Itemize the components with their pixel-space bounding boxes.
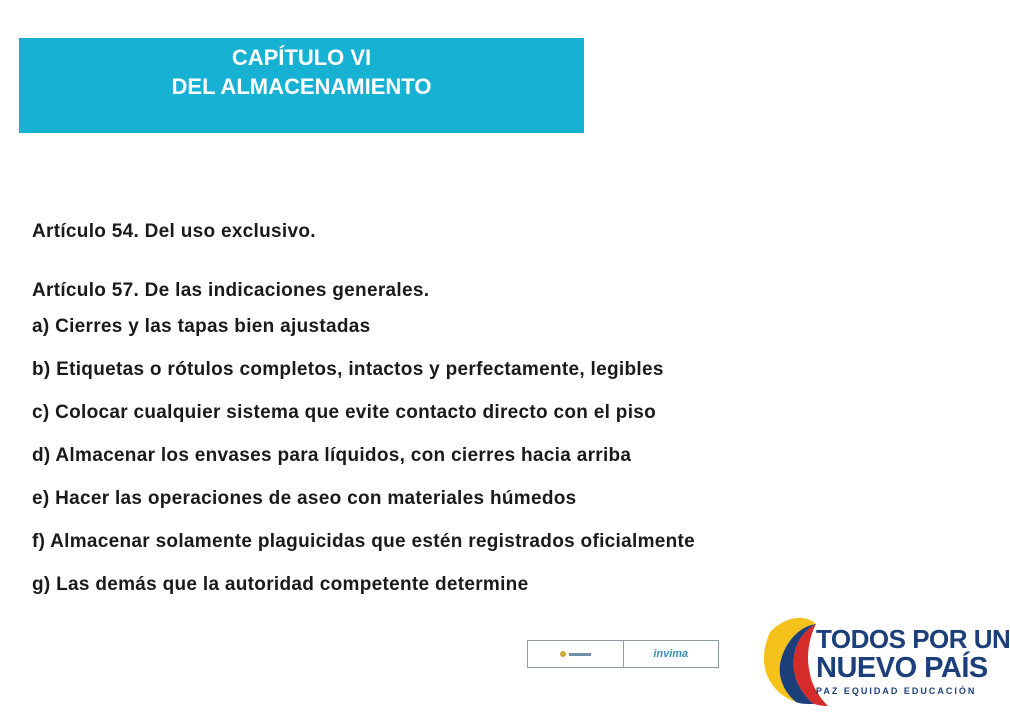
partner-logos-strip [527,640,719,668]
invima-logo [623,641,719,667]
list-item-e: e) Hacer las operaciones de aseo con materiales húmedos [32,488,577,509]
list-item-a: a) Cierres y las tapas bien ajustadas [32,316,371,337]
minsalud-logo [528,641,623,667]
article-54-heading: Artículo 54. Del uso exclusivo. [32,221,316,242]
invima-logo-text: invima [653,648,689,660]
list-item-d: d) Almacenar los envases para líquidos, con cierres hacia arriba [32,445,632,466]
list-item-g: g) Las demás que la autoridad competente determine [32,574,529,595]
chapter-banner [19,38,584,133]
gov-slogan-line1: TODOS POR UN [816,624,1010,654]
chapter-number: CAPÍTULO VI [231,45,372,70]
gov-slogan-line2: NUEVO PAÍS [816,652,988,684]
list-item-b: b) Etiquetas o rótulos completos, intactos y perfectamente, legibles [32,359,664,380]
list-item-f: f) Almacenar solamente plaguicidas que estén registrados oficialmente [32,531,696,552]
minsalud-seal-icon [560,651,591,657]
list-item-c: c) Colocar cualquier sistema que evite contacto directo con el piso [32,402,657,423]
gov-slogan-tagline: PAZ EQUIDAD EDUCACIÓN [816,686,977,696]
chapter-title: DEL ALMACENAMIENTO [171,74,432,99]
article-57-heading: Artículo 57. De las indicaciones generales. [32,280,430,301]
